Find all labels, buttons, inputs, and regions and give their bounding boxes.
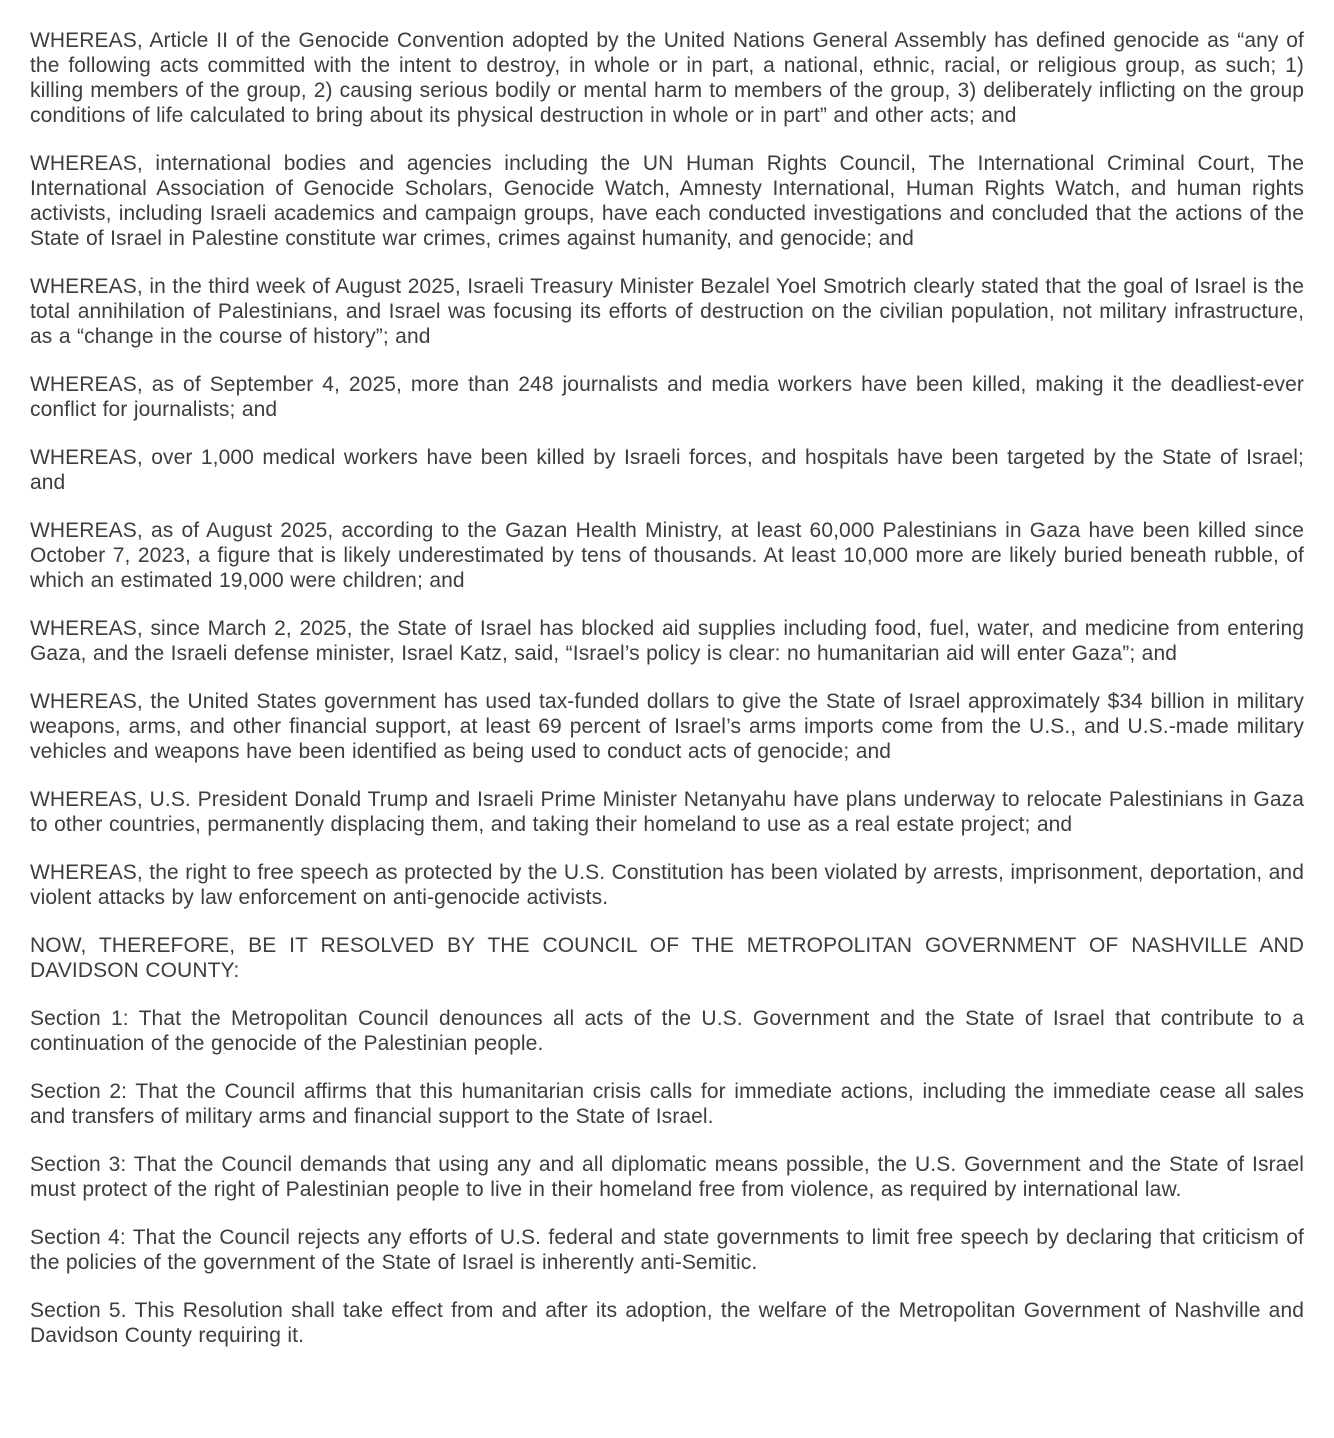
- paragraph-16: Section 5. This Resolution shall take effect from and after its adoption, the welfare of the Metropolitan Government of Nashville and Davidson County requiring it.: [30, 1299, 1304, 1347]
- paragraph-list: [30, 28, 1304, 1348]
- paragraph-3: WHEREAS, in the third week of August 2025, Israeli Treasury Minister Bezalel Yoel Smotrich clearly stated that the goal of Israel is the total annihilation of Palestinians, and Israel was focusing its efforts of destruction on the civilian population, not military infrastructure, as a “change in the course of history”; and: [30, 275, 1304, 348]
- paragraph-12: Section 1: That the Metropolitan Council denounces all acts of the U.S. Government and the State of Israel that contribute to a continuation of the genocide of the Palestinian people.: [30, 1007, 1304, 1055]
- paragraph-15: Section 4: That the Council rejects any efforts of U.S. federal and state governments to limit free speech by declaring that criticism of the policies of the government of the State of Israel is inherently anti-Semitic.: [30, 1226, 1304, 1274]
- paragraph-10: WHEREAS, the right to free speech as protected by the U.S. Constitution has been violated by arrests, imprisonment, deportation, and violent attacks by law enforcement on anti-genocide activists.: [30, 861, 1304, 909]
- paragraph-14: Section 3: That the Council demands that using any and all diplomatic means possible, the U.S. Government and the State of Israel must protect of the right of Palestinian people to live in their homeland free from violence, as required by international law.: [30, 1153, 1304, 1201]
- paragraph-2: WHEREAS, international bodies and agencies including the UN Human Rights Council, The International Criminal Court, The International Association of Genocide Scholars, Genocide Watch, Amnesty International, Human Rights Watch, and human rights activists, including Israeli academics and campaign groups, have each conducted investigations and concluded that the actions of the State of Israel in Palestine constitute war crimes, crimes against humanity, and genocide; and: [30, 152, 1304, 250]
- paragraph-4: WHEREAS, as of September 4, 2025, more than 248 journalists and media workers have been killed, making it the deadliest-ever conflict for journalists; and: [30, 373, 1304, 421]
- paragraph-8: WHEREAS, the United States government has used tax-funded dollars to give the State of Israel approximately $34 billion in military weapons, arms, and other financial support, at least 69 percent of Israel’s arms imports come from the U.S., and U.S.-made military vehicles and weapons have been identified as being used to conduct acts of genocide; and: [30, 690, 1304, 763]
- paragraph-5: WHEREAS, over 1,000 medical workers have been killed by Israeli forces, and hospitals have been targeted by the State of Israel; and: [30, 446, 1304, 494]
- paragraph-7: WHEREAS, since March 2, 2025, the State of Israel has blocked aid supplies including food, fuel, water, and medicine from entering Gaza, and the Israeli defense minister, Israel Katz, said, “Israel’s policy is clear: no humanitarian aid will enter Gaza”; and: [30, 617, 1304, 665]
- paragraph-6: WHEREAS, as of August 2025, according to the Gazan Health Ministry, at least 60,000 Palestinians in Gaza have been killed since October 7, 2023, a figure that is likely underestimated by tens of thousands. At least 10,000 more are likely buried beneath rubble, of which an estimated 19,000 were children; and: [30, 519, 1304, 592]
- paragraph-1: WHEREAS, Article II of the Genocide Convention adopted by the United Nations General Assembly has defined genocide as “any of the following acts committed with the intent to destroy, in whole or in part, a national, ethnic, racial, or religious group, as such; 1) killing members of the group, 2) causing serious bodily or mental harm to members of the group, 3) deliberately inflicting on the group conditions of life calculated to bring about its physical destruction in whole or in part” and other acts; and: [30, 29, 1304, 127]
- paragraph-11: NOW, THEREFORE, BE IT RESOLVED BY THE COUNCIL OF THE METROPOLITAN GOVERNMENT OF NASHVILLE AND DAVIDSON COUNTY:: [30, 934, 1304, 982]
- paragraph-13: Section 2: That the Council affirms that this humanitarian crisis calls for immediate actions, including the immediate cease all sales and transfers of military arms and financial support to the State of Israel.: [30, 1080, 1304, 1128]
- paragraph-9: WHEREAS, U.S. President Donald Trump and Israeli Prime Minister Netanyahu have plans underway to relocate Palestinians in Gaza to other countries, permanently displacing them, and taking their homeland to use as a real estate project; and: [30, 788, 1304, 836]
